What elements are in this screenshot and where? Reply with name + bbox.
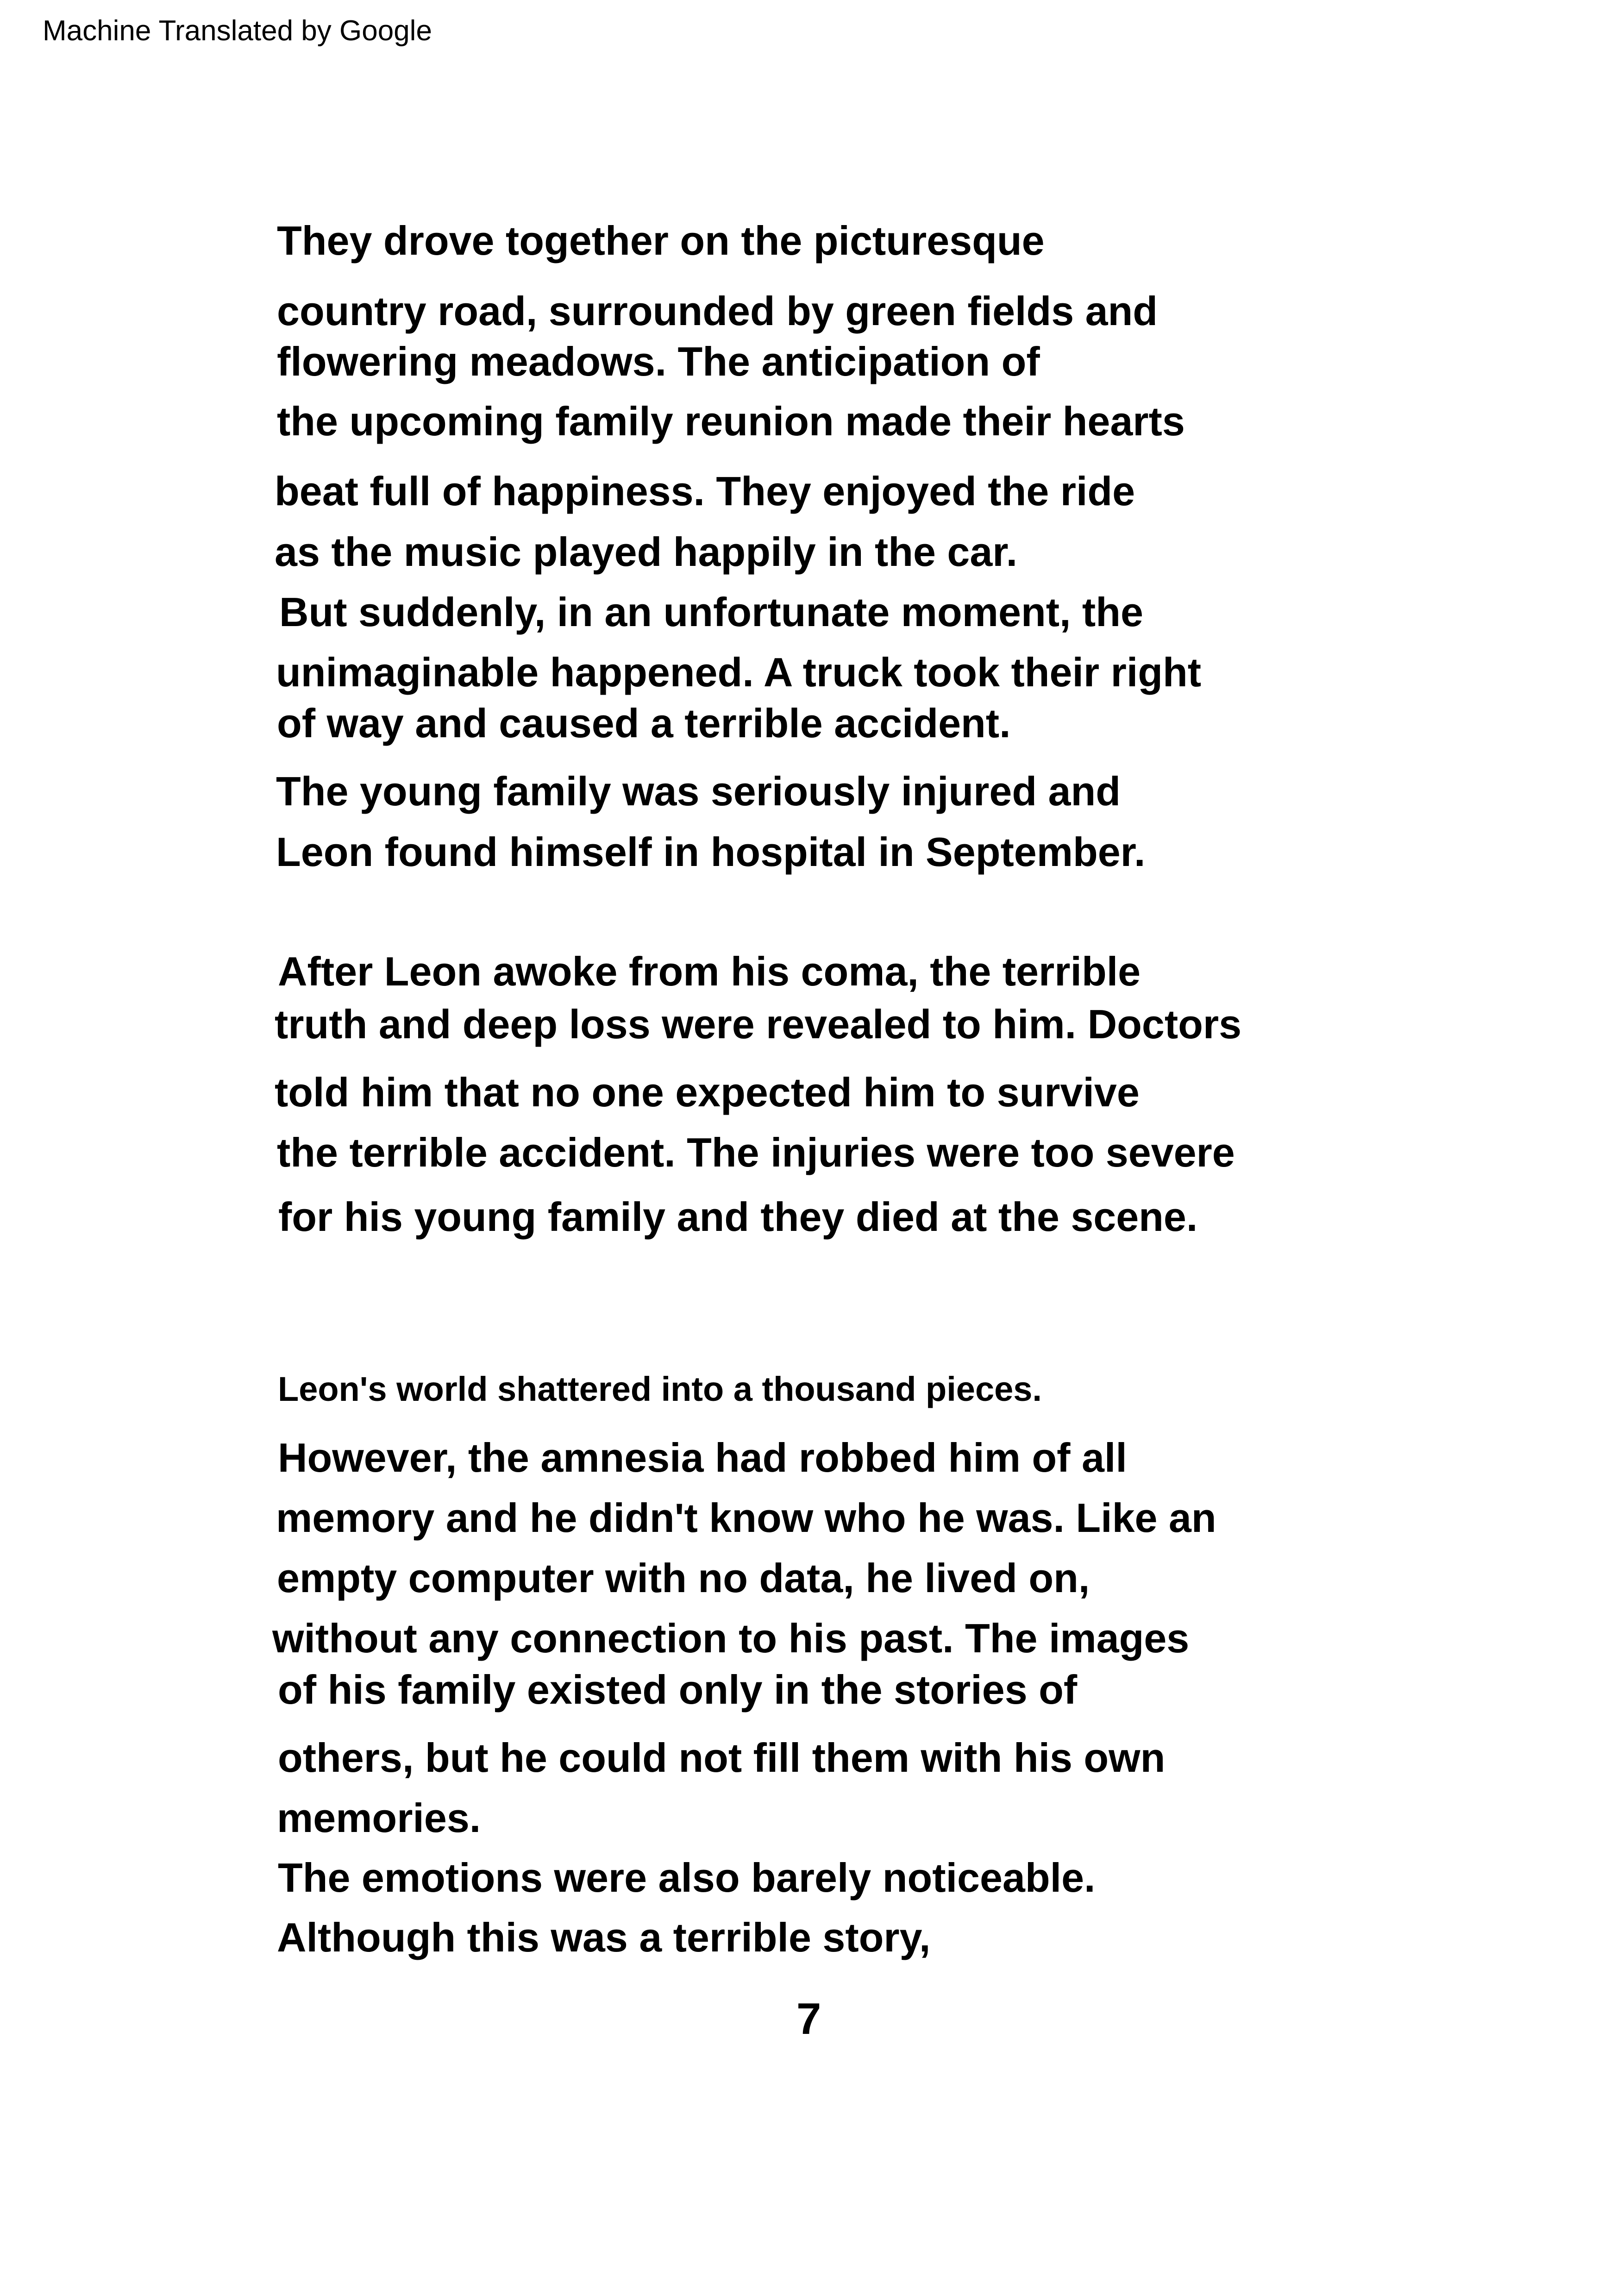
text-line: of way and caused a terrible accident. bbox=[277, 700, 1011, 746]
text-line: Although this was a terrible story, bbox=[277, 1914, 931, 1960]
text-line: After Leon awoke from his coma, the terrible bbox=[278, 948, 1141, 994]
text-line: flowering meadows. The anticipation of bbox=[277, 339, 1040, 384]
text-line: empty computer with no data, he lived on, bbox=[277, 1555, 1090, 1601]
text-line: the upcoming family reunion made their hearts bbox=[277, 398, 1185, 444]
text-line: told him that no one expected him to survive bbox=[275, 1069, 1140, 1115]
text-line: Leon found himself in hospital in September. bbox=[276, 829, 1146, 875]
translation-note: Machine Translated by Google bbox=[43, 15, 432, 47]
text-line: of his family existed only in the stories of bbox=[278, 1667, 1078, 1713]
text-line: But suddenly, in an unfortunate moment, the bbox=[279, 589, 1143, 635]
text-line: for his young family and they died at the scene. bbox=[278, 1194, 1198, 1240]
text-line: the terrible accident. The injuries were too severe bbox=[277, 1129, 1235, 1175]
text-line: truth and deep loss were revealed to him. Doctors bbox=[275, 1001, 1242, 1047]
text-line: memories. bbox=[277, 1795, 481, 1841]
text-line: They drove together on the picturesque bbox=[277, 218, 1045, 263]
page-number: 7 bbox=[796, 1994, 821, 2044]
text-line: others, but he could not fill them with his own bbox=[278, 1735, 1166, 1781]
text-line: country road, surrounded by green fields and bbox=[277, 288, 1158, 334]
text-line: beat full of happiness. They enjoyed the ride bbox=[275, 468, 1135, 514]
text-line: unimaginable happened. A truck took their right bbox=[276, 649, 1202, 695]
text-line: memory and he didn't know who he was. Like an bbox=[276, 1495, 1216, 1541]
text-line: The emotions were also barely noticeable. bbox=[278, 1855, 1096, 1901]
text-line: Leon's world shattered into a thousand pieces. bbox=[278, 1370, 1042, 1408]
text-line: However, the amnesia had robbed him of all bbox=[278, 1435, 1127, 1480]
text-line: as the music played happily in the car. bbox=[275, 529, 1018, 575]
text-line: without any connection to his past. The images bbox=[272, 1615, 1190, 1661]
text-line: The young family was seriously injured and bbox=[276, 768, 1121, 814]
